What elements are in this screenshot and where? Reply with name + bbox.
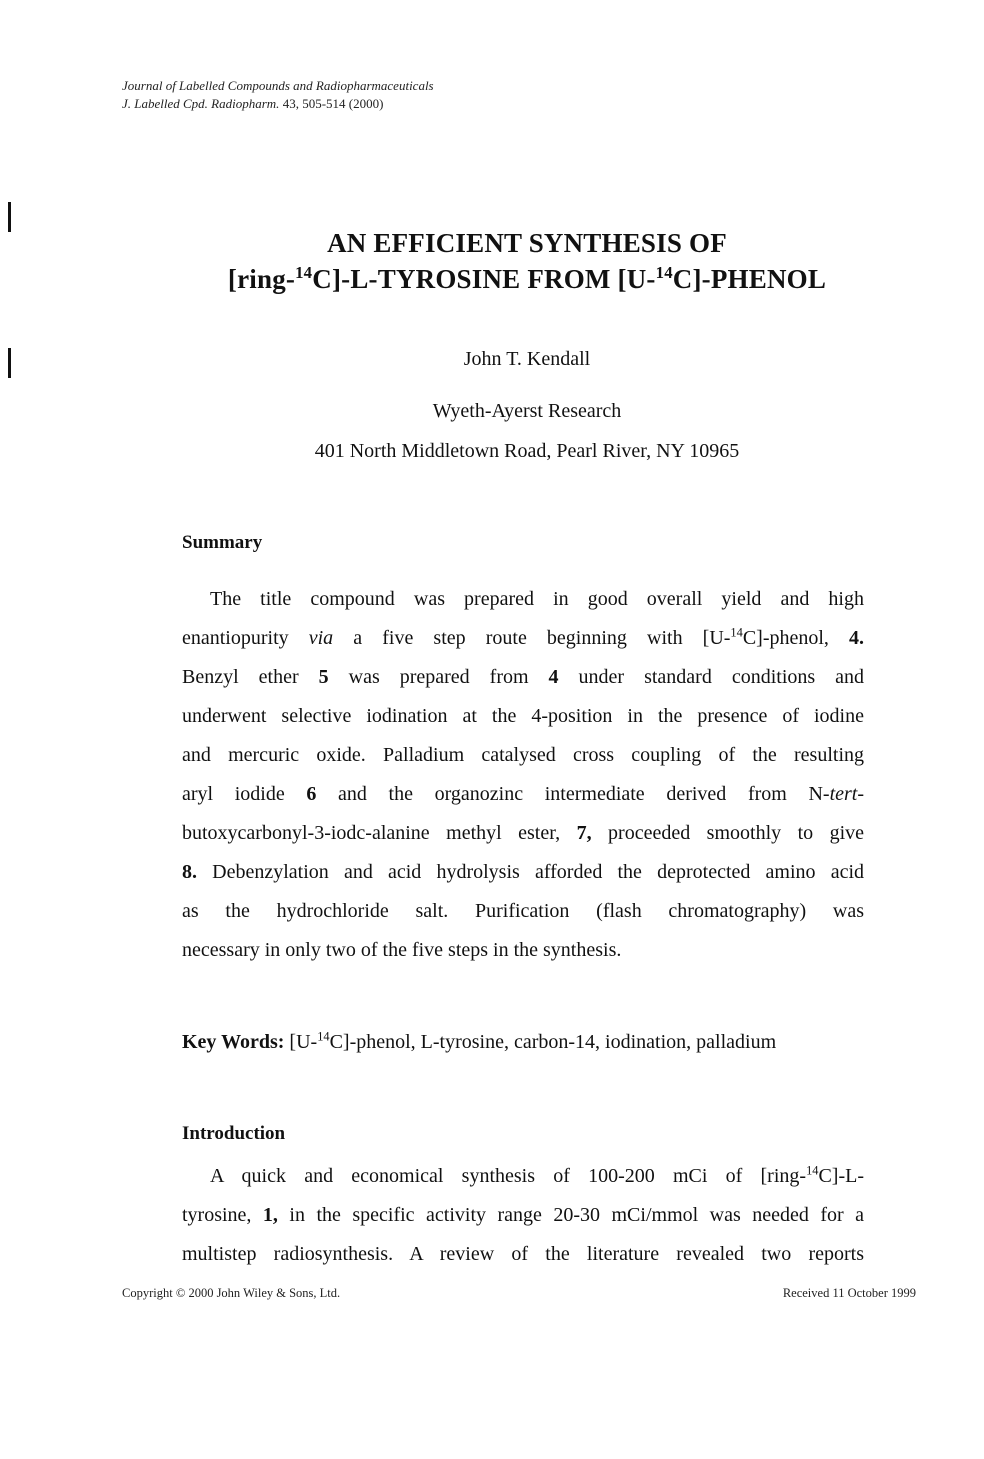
title-line-2: [ring-$^{14}$C]-L-TYROSINE FROM [U-$^{14}$C]-PHENOL <box>227 263 827 294</box>
intro-line: multistep radiosynthesis. A review of the literature revealed two reports <box>182 1243 864 1265</box>
key-words-label: Key Words: <box>182 1031 285 1053</box>
summary-line: underwent selective iodination at the 4-position in the presence of iodine <box>182 705 864 727</box>
summary-line: Benzyl ether 5 was prepared from 4 under standard conditions and <box>182 666 865 688</box>
journal-citation <box>122 96 383 112</box>
introduction-paragraph <box>182 1157 864 1274</box>
copyright-notice: Copyright © 2000 John Wiley & Sons, Ltd. <box>122 1286 341 1300</box>
summary-line: The title compound was prepared in good overall yield and high <box>210 588 864 610</box>
intro-line: A quick and economical synthesis of 100-200 mCi of [ring-$^{14}$C]-L- <box>210 1163 864 1187</box>
summary-line: and mercuric oxide. Palladium catalysed cross coupling of the resulting <box>182 744 864 766</box>
journal-name: Journal of Labelled Compounds and Radiopharmaceuticals <box>122 78 434 93</box>
affiliation-address: 401 North Middletown Road, Pearl River, NY 10965 <box>314 440 740 462</box>
introduction-heading: Introduction <box>182 1123 286 1144</box>
summary-line: aryl iodide 6 and the organozinc intermediate derived from N-tert- <box>182 783 864 805</box>
received-date: Received 11 October 1999 <box>782 1286 916 1300</box>
intro-line: tyrosine, 1, in the specific activity range 20-30 mCi/mmol was needed for a <box>182 1204 865 1226</box>
citation-prefix: J. Labelled Cpd. Radiopharm. <box>122 96 280 111</box>
citation-volume: 43, 505-514 (2000) <box>282 96 384 111</box>
summary-paragraph <box>182 580 864 970</box>
summary-line: butoxycarbonyl-3-iodc-alanine methyl ester, 7, proceeded smoothly to give <box>182 822 865 844</box>
summary-line: 8. Debenzylation and acid hydrolysis afforded the deprotected amino acid <box>182 861 865 883</box>
summary-heading: Summary <box>182 532 263 553</box>
key-words: Key Words: [U-$^{14}$C]-phenol, L-tyrosine, carbon-14, iodination, palladium <box>182 1029 777 1053</box>
summary-line: necessary in only two of the five steps in the synthesis. <box>182 939 622 961</box>
affiliation-org: Wyeth-Ayerst Research <box>432 400 622 422</box>
article-title <box>0 225 984 297</box>
summary-line: enantiopurity via a five step route beginning with [U-$^{14}$C]-phenol, 4. <box>182 625 864 649</box>
title-line-1: AN EFFICIENT SYNTHESIS OF <box>327 228 727 258</box>
author-name: John T. Kendall <box>463 348 591 370</box>
summary-line: as the hydrochloride salt. Purification (flash chromatography) was <box>182 900 864 922</box>
